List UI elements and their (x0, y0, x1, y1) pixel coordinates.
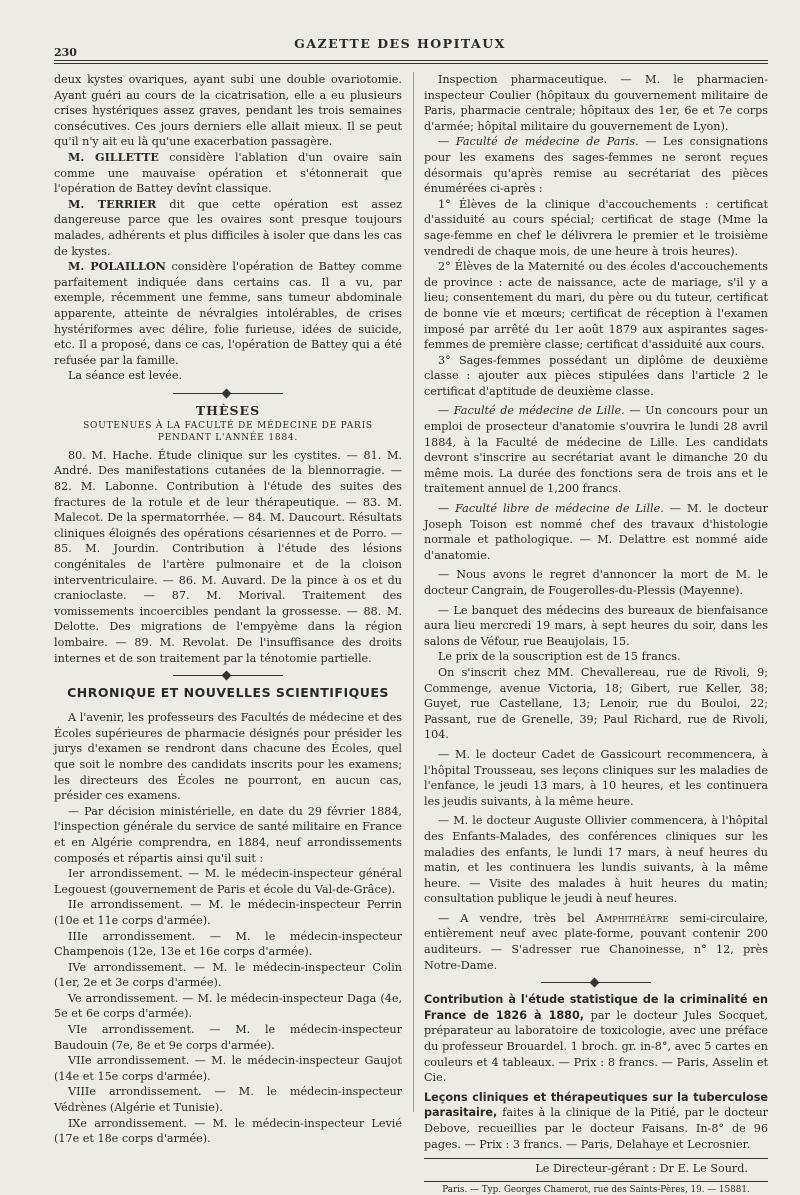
news-lead: — Faculté libre de médecine de Lille. (438, 502, 664, 516)
speaker-name: M. GILLETTE (68, 149, 159, 164)
speaker-name: M. TERRIER (68, 196, 157, 211)
list-item: VIIe arrondissement. — M. le médecin-inspecteur Gaujot (14e et 15e corps d'armée). (54, 1054, 402, 1083)
imprint-rule (424, 1181, 768, 1182)
header-rule-2 (54, 63, 768, 64)
book-notice: Leçons cliniques et thérapeutiques sur la tuberculose parasitaire, faites à la clinique de la Pitié, par le docteur Debove, recueillies par le docteur Faisans. In-8° de 96 pages. — Prix : 3 francs. — Paris, Delahaye et Lecrosnier. (424, 1090, 768, 1151)
paragraph: On s'inscrit chez MM. Chevallereau, rue de Rivoli, 9; Commenge, avenue Victoria, 18; Gibert, rue Keller, 38; Guyet, rue Castellane, 13; Lenoir, rue du Bouloi, 22; Passant, rue de Grenelle, 39; Paul Richard, rue de Rivoli, 104. (424, 665, 768, 742)
running-head: GAZETTE DES HOPITAUX (294, 36, 506, 51)
signature-rule (424, 1158, 768, 1159)
list-item: IVe arrondissement. — M. le médecin-inspecteur Colin (1er, 2e et 3e corps d'armée). (54, 960, 402, 990)
news-lead: — Faculté de médecine de Paris. (438, 135, 639, 149)
paragraph: M. TERRIER dit que cette opération est assez dangereuse parce que les ovaires sont presque toujours malades, adhérents et plus difficiles à isoler que dans les cas de kystes. (54, 196, 402, 258)
list-item: IIIe arrondissement. — M. le médecin-inspecteur Champenois (12e, 13e et 16e corps d'armée). (54, 929, 402, 959)
speaker-name: M. POLAILLON (68, 259, 166, 274)
paragraph: M. POLAILLON considère l'opération de Battey comme parfaitement indiquée dans certains cas. Il a vu, par exemple, récemment une femme, sans tumeur abdominale apparente, atteinte de névralgies intolérables, de crises hystériformes avec délire, folie furieuse, idées de suicide, etc. Il a proposé, dans ce cas, l'opération de Battey qui a été refusée par la famille. (54, 259, 402, 367)
paragraph: — Le banquet des médecins des bureaux de bienfaisance aura lieu mercredi 19 mars, à sept heures du soir, dans les salons de Véfour, rue Beaujolais, 15. (424, 603, 768, 648)
section-separator (173, 675, 283, 676)
section-separator (173, 393, 283, 394)
list-item: IXe arrondissement. — M. le médecin-inspecteur Levié (17e et 18e corps d'armée). (54, 1116, 402, 1146)
paragraph: — Par décision ministérielle, en date du 29 février 1884, l'inspection générale du service de santé militaire en France et en Algérie comprendra, en 1884, neuf arrondissements composés et répartis ainsi qu'il suit : (54, 804, 402, 865)
section-subtitle: PENDANT L'ANNÉE 1884. (157, 432, 299, 443)
right-column (424, 72, 768, 1195)
list-item: Ier arrondissement. — M. le médecin-inspecteur général Legouest (gouvernement de Paris et école du Val-de-Grâce). (54, 867, 402, 896)
paragraph: — A vendre, très bel Amphithéâtre semi-circulaire, entièrement neuf avec plate-forme, pouvant contenir 200 auditeurs. — S'adresser rue Chanoinesse, n° 12, près Notre-Dame. (424, 911, 768, 972)
section-title-theses: THÈSES (195, 402, 261, 418)
paragraph: — Faculté de médecine de Lille. — Un concours pour un emploi de prosecteur d'anatomie s'ouvrira le lundi 28 avril 1884, à la Faculté de médecine de Lille. Les candidats devront s'inscrire au secrétariat avant le dimanche 20 du même mois. La durée des fonctions sera de trois ans et le traitement annuel de 1,200 francs. (424, 404, 768, 496)
list-item: 1° Élèves de la clinique d'accouchements : certificat d'assiduité au cours spécial; certificat de stage (Mme la sage-femme en chef le délivrera le premier et le troisième vendredi de chaque mois, de une heure à trois heures). (424, 197, 768, 258)
paragraph: deux kystes ovariques, ayant subi une double ovariotomie. Ayant guéri au cours de la cicatrisation, elle a eu plusieurs crises hystériques assez graves, pendant les trois semaines consécutives. Ces jours derniers elle allait mieux. Il se peut qu'il n'y ait eu là qu'une exacerbation passagère. (54, 73, 402, 149)
paragraph: A l'avenir, les professeurs des Facultés de médecine et des Écoles supérieures de pharmacie désignés pour présider les jurys d'examen se rendront dans chacune des Écoles, quel que soit le nombre des candidats inscrits pour les examens; les directeurs des Écoles ne pourront, en aucun cas, présider ces examens. (54, 711, 402, 803)
paragraph: Inspection pharmaceutique. — M. le pharmacien-inspecteur Coulier (hôpitaux du gouvernement militaire de Paris, pharmacie centrale; hôpitaux des 1er, 6e et 7e corps d'armée; hôpital militaire du gouvernement de Lyon). (424, 73, 768, 133)
list-item: 3° Sages-femmes possédant un diplôme de deuxième classe : ajouter aux pièces stipulées dans l'article 2 le certificat d'aptitude de deuxième classe. (424, 353, 768, 398)
list-item: Ve arrondissement. — M. le médecin-inspecteur Daga (4e, 5e et 6e corps d'armée). (54, 991, 402, 1021)
paragraph: M. GILLETTE considère l'ablation d'un ovaire sain comme une mauvaise opération et s'étonnerait que l'opération de Battey devînt classique. (54, 149, 403, 196)
list-item: IIe arrondissement. — M. le médecin-inspecteur Perrin (10e et 11e corps d'armée). (54, 898, 402, 927)
paragraph: — Faculté libre de médecine de Lille. — M. le docteur Joseph Toison est nommé chef des travaux d'histologie normale et pathologique. — M. Delattre est nommé aide d'anatomie. (424, 502, 768, 562)
page-number: 230 (54, 46, 77, 59)
news-lead: — Faculté de médecine de Lille. (438, 404, 625, 418)
column-divider (413, 72, 414, 1112)
small-caps-word: Amphithéâtre (595, 911, 669, 925)
section-subtitle: SOUTENUES À LA FACULTÉ DE MÉDECINE DE PARIS (83, 420, 373, 431)
left-column (54, 72, 402, 1147)
paragraph: Le prix de la souscription est de 15 francs. (438, 650, 681, 664)
theses-list: 80. M. Hache. Étude clinique sur les cystites. — 81. M. André. Des manifestations cutanées de la blennorragie. — 82. M. Labonne. Contribution à l'étude des suites des fractures de la rotule et de leur thérapeutique. — 83. M. Malecot. De la spermatorrhée. — 84. M. Daucourt. Résultats cliniques éloignés des opérations césariennes et de Porro. — 85. M. Jourdin. Contribution à l'étude des lésions congénitales de l'artère pulmonaire et de la cloison interventriculaire. — 86. M. Auvard. De la pince à os et du cranioclaste. — 87. M. Morival. Traitement des vomissements incoercibles pendant la grossesse. — 88. M. Delotte. Des migrations de l'empyème dans la région lombaire. — 89. M. Revolat. De l'insuffisance des droits internes et de son traitement par la ténotomie partielle. (54, 448, 402, 665)
paragraph: — Faculté de médecine de Paris. — Les consignations pour les examens des sages-femmes ne seront reçues désormais qu'après remise au secrétariat des pièces énumérées ci-après : (424, 135, 768, 196)
section-separator (541, 982, 651, 983)
book-notice: Contribution à l'étude statistique de la criminalité en France de 1826 à 1880, par le docteur Jules Socquet, préparateur au laboratoire de toxicologie, avec une préface du professeur Brouardel. 1 broch. gr. in-8°, avec 5 cartes en couleurs et 4 tableaux. — Prix : 8 francs. — Paris, Asselin et Cie. (424, 993, 768, 1085)
list-item: VIe arrondissement. — M. le médecin-inspecteur Baudouin (7e, 8e et 9e corps d'armée). (54, 1023, 402, 1052)
header-rule (54, 60, 768, 61)
signature: Le Directeur-gérant : Dr E. Le Sourd. (535, 1162, 748, 1176)
list-item: 2° Élèves de la Maternité ou des écoles d'accouchements de province : acte de naissance, acte de mariage, s'il y a lieu; consentement du mari, du père ou du tuteur, certificat de bonne vie et mœurs; certificat de réception à l'examen imposé par arrêté du 1er août 1879 aux aspirantes sages-femmes de première classe; certificat d'assiduité aux cours. (424, 260, 768, 352)
paragraph: — Nous avons le regret d'annoncer la mort de M. le docteur Cangrain, de Fougerolles-du-Plessis (Mayenne). (424, 568, 768, 597)
list-item: VIIIe arrondissement. — M. le médecin-inspecteur Védrènes (Algérie et Tunisie). (54, 1085, 402, 1115)
paragraph: — M. le docteur Auguste Ollivier commencera, à l'hôpital des Enfants-Malades, des conférences cliniques sur les maladies des enfants, le lundi 17 mars, à neuf heures du matin, et les continuera les lundis suivants, à la même heure. — Visite des malades à huit heures du matin; consultation publique le jeudi à neuf heures. (424, 814, 768, 906)
paragraph: — M. le docteur Cadet de Gassicourt recommencera, à l'hôpital Trousseau, ses leçons cliniques sur les maladies de l'enfance, le jeudi 13 mars, à 10 heures, et les continuera les jeudis suivants, à la même heure. (424, 747, 768, 808)
imprint: Paris. — Typ. Georges Chamerot, rue des Saints-Pères, 19. — 15881. (442, 1185, 750, 1195)
book-title: Contribution à l'étude statistique de la criminalité en France de 1826 à 1880, (424, 993, 768, 1022)
paragraph: La séance est levée. (68, 369, 183, 383)
book-title: Leçons cliniques et thérapeutiques sur la tuberculose parasitaire, (424, 1090, 768, 1120)
section-title-chronique: CHRONIQUE ET NOUVELLES SCIENTIFIQUES (67, 685, 389, 701)
